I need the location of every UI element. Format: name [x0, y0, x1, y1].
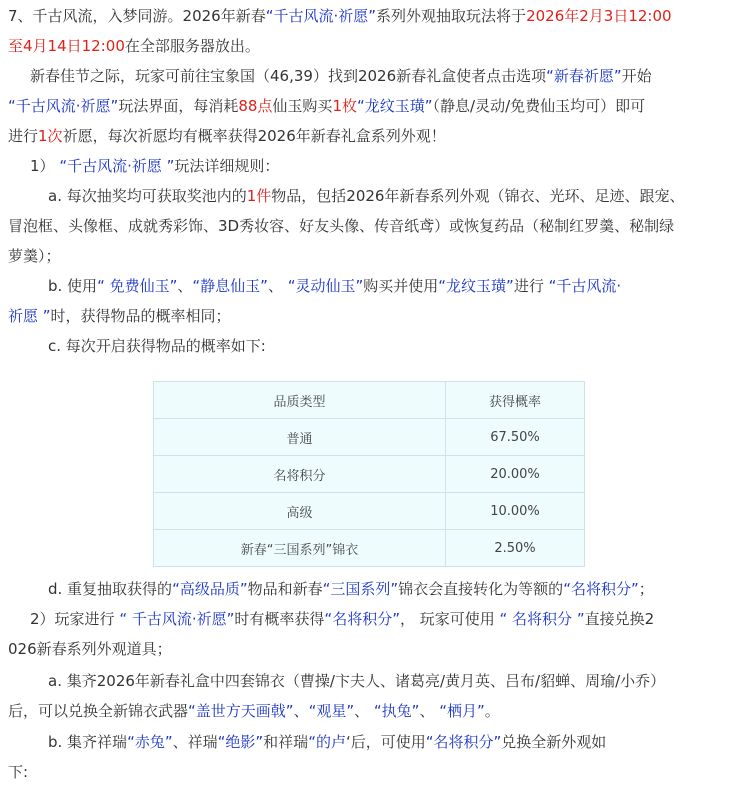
text-line — [8, 125, 446, 147]
highlight-term: “盖世方天画戟” — [188, 702, 294, 720]
text-line — [8, 761, 28, 783]
highlight-term: “赤兔” — [127, 733, 173, 751]
text-segment: 、祥瑞 — [172, 733, 218, 751]
text-segment: 物品，包括2026年新春系列外观（锦衣、光环、足迹、跟宠、 — [271, 187, 685, 205]
text-segment: 、 — [267, 277, 288, 295]
text-line — [8, 305, 231, 327]
text-segment: 在全部服务器放出。 — [124, 37, 260, 55]
highlight-term: “龙纹玉璜” — [438, 277, 514, 295]
text-line — [48, 670, 665, 692]
text-segment: 1） — [30, 157, 60, 175]
table-header-row — [154, 382, 585, 419]
highlight-term: “静息仙玉” — [192, 277, 268, 295]
text-line — [48, 275, 621, 297]
table-cell-quality: 新春“三国系列”锦衣 — [154, 530, 446, 567]
text-segment: （静息/灵动/免费仙玉均可）即可 — [432, 97, 646, 115]
highlight-term: “执兔” — [373, 702, 420, 720]
highlight-term: “ 名将积分 ” — [499, 610, 585, 628]
highlight-value: 1次 — [38, 127, 63, 145]
table-cell-quality: 普通 — [154, 419, 446, 456]
highlight-value: 2026年2月3日12:00 — [526, 7, 672, 25]
text-segment: 系列外观抽取玩法将于 — [376, 7, 527, 25]
highlight-value: 1枚 — [332, 97, 357, 115]
highlight-term: “三国系列” — [322, 580, 399, 598]
text-segment: c. 每次开启获得物品的概率如下: — [48, 337, 266, 355]
text-segment: 和祥瑞 — [263, 733, 309, 751]
text-line — [30, 608, 654, 630]
table-cell-probability: 67.50% — [446, 419, 585, 456]
text-line — [8, 5, 672, 27]
text-segment: 7、千古风流，入梦同游。2026年新春 — [8, 7, 266, 25]
text-segment: 下: — [8, 763, 29, 781]
table-cell-probability: 20.00% — [446, 456, 585, 493]
highlight-term: “高级品质” — [172, 580, 248, 598]
text-line — [48, 335, 266, 357]
table-cell-probability: 2.50% — [446, 530, 585, 567]
text-segment: 。 — [484, 702, 500, 720]
text-segment: 时有概率获得 — [234, 610, 325, 628]
text-segment: 、 — [177, 277, 193, 295]
highlight-term: “观星” — [308, 702, 355, 720]
text-segment: b. 集齐祥瑞 — [48, 733, 128, 751]
table-row — [154, 419, 585, 456]
highlight-value: 至4月14日12:00 — [8, 37, 125, 55]
highlight-term: “ 免费仙玉” — [97, 277, 178, 295]
text-segment: 进行 — [8, 127, 39, 145]
text-segment: 购买并使用 — [363, 277, 439, 295]
text-segment: 玩法界面，每消耗 — [118, 97, 239, 115]
text-segment: 玩法详细规则： — [174, 157, 280, 175]
highlight-term: “千古风流·祈愿” — [8, 97, 119, 115]
highlight-term: “名将积分” — [324, 610, 400, 628]
probability-table — [153, 381, 585, 567]
text-segment: 、 — [354, 702, 374, 720]
highlight-term: “龙纹玉璜” — [356, 97, 433, 115]
text-segment: a. 集齐2026年新春礼盒中四套锦衣（曹操/卞夫人、诸葛亮/黄月英、吕布/貂蝉、周瑜/小乔） — [48, 672, 666, 690]
text-line — [48, 185, 684, 207]
text-line — [8, 95, 645, 117]
text-line — [30, 65, 652, 87]
text-segment: 祈愿，每次祈愿均有概率获得2026年新春礼盒系列外观！ — [62, 127, 446, 145]
text-segment: 直接兑换2 — [584, 610, 655, 628]
highlight-term: “名将积分” — [425, 733, 502, 751]
text-segment: 冒泡框、头像框、成就秀彩饰、3D秀妆容、好友头像、传音纸鸢）或恢复药品（秘制红罗羹、秘制绿 — [8, 217, 675, 235]
text-line — [8, 700, 500, 722]
highlight-value: 88点 — [238, 97, 273, 115]
table-header-cell: 获得概率 — [446, 382, 585, 419]
text-segment: 、 — [419, 702, 440, 720]
text-line — [48, 731, 606, 753]
text-segment: 兑换全新外观如 — [501, 733, 607, 751]
text-segment: b. 使用 — [48, 277, 98, 295]
text-segment: a. 每次抽奖均可获取奖池内的 — [48, 187, 247, 205]
highlight-term: “栖月” — [439, 702, 485, 720]
table-cell-quality: 高级 — [154, 493, 446, 530]
highlight-term: “新春祈愿” — [546, 67, 622, 85]
text-segment: d. 重复抽取获得的 — [48, 580, 173, 598]
table-row — [154, 530, 585, 567]
text-segment: ‘后，可使用 — [345, 733, 426, 751]
highlight-term: “千古风流·祈愿” — [265, 7, 377, 25]
text-line — [8, 215, 674, 237]
text-segment: 物品和新春 — [247, 580, 323, 598]
highlight-value: 1件 — [246, 187, 272, 205]
text-line — [8, 35, 260, 57]
highlight-term: “ 千古风流·祈愿” — [119, 610, 235, 628]
text-segment: 开始 — [621, 67, 652, 85]
highlight-term: “绝影” — [217, 733, 264, 751]
highlight-term: “千古风流· — [548, 277, 622, 295]
highlight-term: 祈愿 ” — [8, 307, 51, 325]
text-segment: ， 玩家可使用 — [399, 610, 500, 628]
text-segment: 2）玩家进行 — [30, 610, 120, 628]
text-line — [8, 638, 172, 660]
text-segment: 锦衣会直接转化为等额的 — [398, 580, 564, 598]
text-segment: 时，获得物品的概率相同； — [50, 307, 231, 325]
table-cell-probability: 10.00% — [446, 493, 585, 530]
text-segment: 萝羹）； — [8, 247, 61, 265]
highlight-term: “千古风流·祈愿 ” — [59, 157, 175, 175]
text-line — [30, 155, 279, 177]
text-segment: 、 — [293, 702, 309, 720]
highlight-term: “灵动仙玉” — [287, 277, 364, 295]
table-row — [154, 493, 585, 530]
text-line — [48, 578, 654, 600]
highlight-term: “的卢 — [308, 733, 346, 751]
text-segment: 仙玉购买 — [272, 97, 333, 115]
text-segment: 进行 — [513, 277, 549, 295]
text-segment: ； — [638, 580, 654, 598]
table-row — [154, 456, 585, 493]
text-segment: 新春佳节之际，玩家可前往宝象国（46,39）找到2026新春礼盒使者点击选项 — [30, 67, 547, 85]
highlight-term: “名将积分” — [563, 580, 639, 598]
table-header-cell: 品质类型 — [154, 382, 446, 419]
text-segment: 后，可以兑换全新锦衣武器 — [8, 702, 189, 720]
text-line — [8, 245, 61, 267]
table-cell-quality: 名将积分 — [154, 456, 446, 493]
text-segment: 026新春系列外观道具； — [8, 640, 172, 658]
